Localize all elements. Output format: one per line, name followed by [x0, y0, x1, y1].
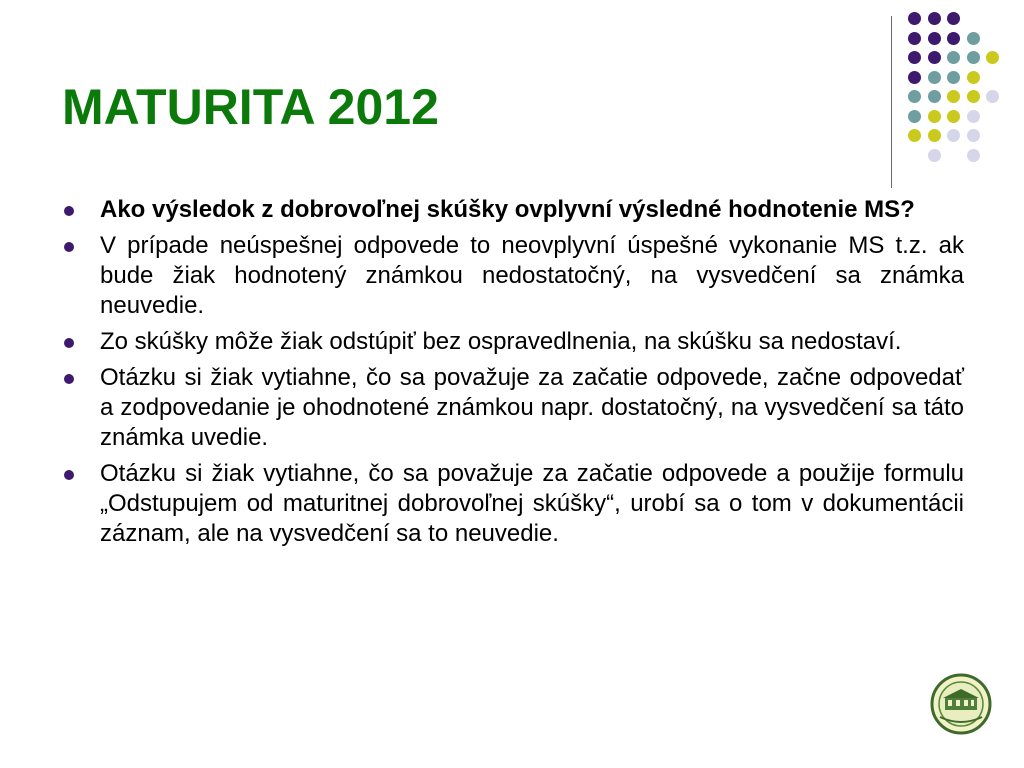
decor-dot: [908, 71, 921, 84]
decor-dot: [908, 12, 921, 25]
decor-dot: [947, 32, 960, 45]
decor-dot: [908, 110, 921, 123]
decor-dot: [928, 71, 941, 84]
decor-dot: [928, 149, 941, 162]
seal-graphic: [930, 673, 992, 735]
decor-dot: [967, 51, 980, 64]
bullet-text: V prípade neúspešnej odpovede to neovplyvní úspešné vykonanie MS t.z. ak bude žiak hodnotený známkou nedostatočný, na vysvedčení sa známka neuvedie.: [100, 232, 964, 319]
decor-dot: [947, 90, 960, 103]
decor-dot: [928, 90, 941, 103]
slide-title: MATURITA 2012: [62, 79, 439, 135]
school-seal-icon: [930, 673, 992, 735]
bullet-dot-icon: [64, 338, 74, 348]
decor-dot: [986, 90, 999, 103]
decor-dot: [967, 110, 980, 123]
bullet-text: Ako výsledok z dobrovoľnej skúšky ovplyvní výsledné hodnotenie MS?: [100, 196, 915, 223]
decor-dot: [947, 110, 960, 123]
decor-dot: [947, 129, 960, 142]
bullet-item: [62, 327, 964, 357]
decor-dot: [908, 90, 921, 103]
bullet-item: [62, 195, 964, 225]
bullet-text: Otázku si žiak vytiahne, čo sa považuje za začatie odpovede, začne odpovedať a zodpovedanie je ohodnotené známkou napr. dostatočný, na vysvedčení sa táto známka uvedie.: [100, 364, 964, 451]
bullet-item: [62, 363, 964, 453]
decor-dot: [928, 129, 941, 142]
decor-dot: [928, 12, 941, 25]
bullet-item: [62, 459, 964, 549]
decor-dot: [967, 71, 980, 84]
decor-dot: [967, 90, 980, 103]
bullet-list: [62, 195, 964, 555]
decor-dot: [947, 51, 960, 64]
decor-dot: [967, 149, 980, 162]
bullet-dot-icon: [64, 242, 74, 252]
dot-grid-decoration: [900, 12, 1000, 172]
decor-dot: [967, 32, 980, 45]
decor-dot: [947, 71, 960, 84]
header-divider: [891, 16, 892, 188]
decor-dot: [986, 51, 999, 64]
decor-dot: [928, 110, 941, 123]
decor-dot: [908, 32, 921, 45]
decor-dot: [928, 32, 941, 45]
bullet-item: [62, 231, 964, 321]
decor-dot: [908, 129, 921, 142]
bullet-dot-icon: [64, 206, 74, 216]
bullet-dot-icon: [64, 470, 74, 480]
decor-dot: [928, 51, 941, 64]
bullet-text: Zo skúšky môže žiak odstúpiť bez ospravedlnenia, na skúšku sa nedostaví.: [100, 328, 902, 355]
decor-dot: [908, 51, 921, 64]
decor-dot: [947, 12, 960, 25]
decor-dot: [967, 129, 980, 142]
bullet-text: Otázku si žiak vytiahne, čo sa považuje za začatie odpovede a použije formulu „Odstupujem od maturitnej dobrovoľnej skúšky“, urobí sa o tom v dokumentácii záznam, ale na vysvedčení sa to neuvedie.: [100, 460, 964, 547]
bullet-dot-icon: [64, 374, 74, 384]
